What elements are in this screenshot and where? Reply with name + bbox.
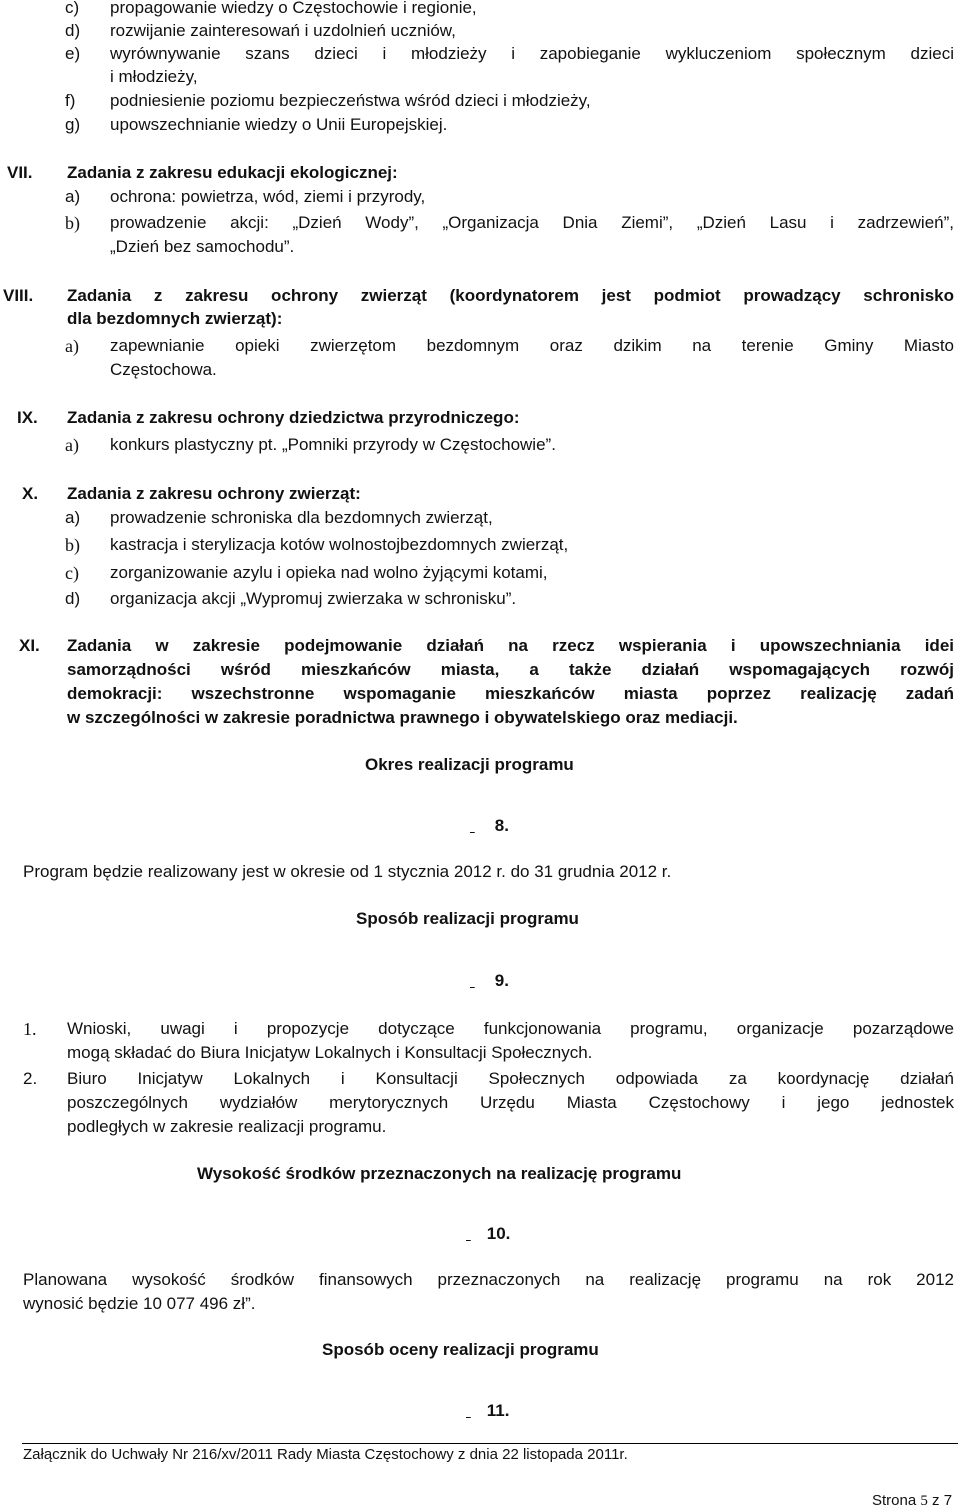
list-item-text-cont: mogą składać do Biura Inicjatyw Lokalnych i Konsultacji Społecznych. [67, 1043, 593, 1062]
list-marker: a) [65, 435, 79, 455]
list-marker: 2. [23, 1069, 38, 1088]
list-marker: a) [65, 187, 81, 206]
list-item-text-cont: „Dzień bez samochodu”. [110, 237, 295, 256]
list-item-text-cont: podległych w zakresie realizacji programu. [67, 1117, 387, 1136]
section-numeral: IX. [17, 408, 38, 427]
list-marker: 1. [23, 1019, 37, 1039]
section-numeral: X. [22, 484, 39, 503]
list-item-text-cont: i młodzieży, [110, 67, 198, 86]
section-numeral: XI. [19, 636, 40, 655]
list-marker: a) [65, 508, 81, 527]
list-item-text: konkurs plastyczny pt. „Pomniki przyrody w Częstochowie”. [110, 435, 556, 454]
section-heading: Zadania z zakresu ochrony zwierząt: [67, 484, 361, 503]
list-item-text-cont: poszczególnych wydziałów merytorycznych Urzędu Miasta Częstochowy i jego jednostek [67, 1093, 954, 1112]
list-item-text-cont: Częstochowa. [110, 360, 217, 379]
section-heading: Zadania z zakresu ochrony zwierząt (koordynatorem jest podmiot prowadzący schronisko [67, 286, 954, 305]
list-marker: c) [65, 0, 80, 17]
list-marker: b) [65, 535, 80, 555]
list-marker: a) [65, 336, 79, 356]
list-item-text: Wnioski, uwagi i propozycje dotyczące funkcjonowania programu, organizacje pozarządowe [67, 1019, 954, 1038]
section-text-line: demokracji: wszechstronne wspomaganie mieszkańców miasta poprzez realizację zadań [67, 684, 954, 703]
section-heading-cont: dla bezdomnych zwierząt): [67, 309, 283, 328]
list-marker: e) [65, 44, 81, 63]
list-item-text: Biuro Inicjatyw Lokalnych i Konsultacji Społecznych odpowiada za koordynację działań [67, 1069, 954, 1088]
list-item-text: rozwijanie zainteresowań i uzdolnień uczniów, [110, 21, 456, 40]
list-item-text: zapewnianie opieki zwierzętom bezdomnym oraz dzikim na terenie Gminy Miasto [110, 336, 954, 355]
paragraph: Program będzie realizowany jest w okresie od 1 stycznia 2012 r. do 31 grudnia 2012 r. [23, 862, 672, 881]
list-marker: b) [65, 213, 80, 233]
heading: Sposób realizacji programu [356, 909, 579, 928]
heading: Sposób oceny realizacji programu [322, 1340, 599, 1359]
heading: Okres realizacji programu [365, 755, 574, 774]
heading: Wysokość środków przeznaczonych na realizację programu [197, 1164, 682, 1183]
section-text-line: samorządności wśród mieszkańców miasta, a także działań wspomagających rozwój [67, 660, 954, 679]
section-number: 9. [494, 971, 509, 990]
list-marker: f) [65, 91, 76, 110]
list-marker: d) [65, 589, 81, 608]
list-item-text: wyrównywanie szans dzieci i młodzieży i zapobieganie wykluczeniom społecznym dzieci [110, 44, 954, 63]
list-marker: c) [65, 563, 79, 583]
list-item-text: podniesienie poziomu bezpieczeństwa wśród dzieci i młodzieży, [110, 91, 591, 110]
section-number: 8. [494, 816, 509, 835]
section-number: 10. [486, 1224, 511, 1243]
footer-text: Załącznik do Uchwały Nr 216/xv/2011 Rady Miasta Częstochowy z dnia 22 listopada 2011r. [23, 1446, 628, 1463]
list-item-text: ochrona: powietrza, wód, ziemi i przyrody, [110, 187, 426, 206]
list-item-text: upowszechnianie wiedzy o Unii Europejskiej. [110, 115, 448, 134]
section-numeral: VII. [7, 163, 33, 182]
list-marker: d) [65, 21, 81, 40]
paragraph-cont: wynosić będzie 10 077 496 zł”. [23, 1294, 256, 1313]
list-item-text: prowadzenie akcji: „Dzień Wody”, „Organizacja Dnia Ziemi”, „Dzień Lasu i zadrzewień”, [110, 213, 954, 232]
list-item-text: propagowanie wiedzy o Częstochowie i regionie, [110, 0, 477, 17]
list-item-text: organizacja akcji „Wypromuj zwierzaka w schronisku”. [110, 589, 517, 608]
section-text-line: Zadania w zakresie podejmowanie działań na rzecz wspierania i upowszechniania idei [67, 636, 954, 655]
paragraph: Planowana wysokość środków finansowych przeznaczonych na realizację programu na rok 2012 [23, 1270, 954, 1289]
section-numeral: VIII. [3, 286, 34, 305]
section-text-line: w szczególności w zakresie poradnictwa prawnego i obywatelskiego oraz mediacji. [67, 708, 738, 727]
section-heading: Zadania z zakresu edukacji ekologicznej: [67, 163, 398, 182]
list-item-text: prowadzenie schroniska dla bezdomnych zwierząt, [110, 508, 493, 527]
page-number: Strona 5 z 7 [872, 1492, 953, 1509]
list-item-text: zorganizowanie azylu i opieka nad wolno żyjącymi kotami, [110, 563, 548, 582]
list-item-text: kastracja i sterylizacja kotów wolnostojbezdomnych zwierząt, [110, 535, 569, 554]
section-heading: Zadania z zakresu ochrony dziedzictwa przyrodniczego: [67, 408, 520, 427]
list-marker: g) [65, 115, 81, 134]
section-number: 11. [486, 1401, 510, 1420]
